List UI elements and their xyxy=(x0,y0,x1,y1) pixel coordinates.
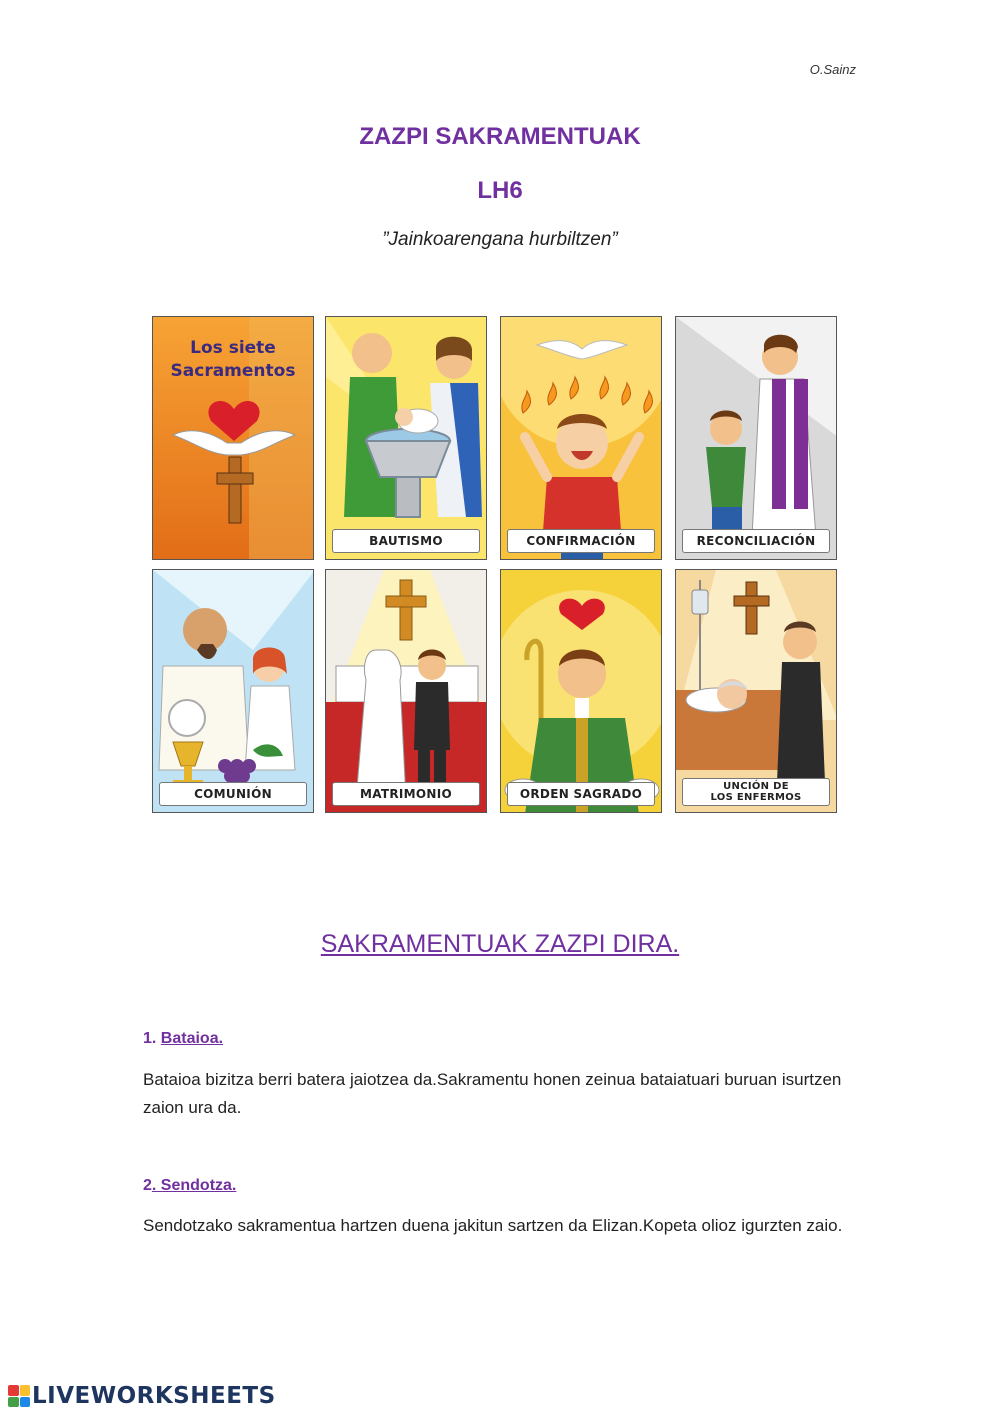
caption-matrimonio: MATRIMONIO xyxy=(332,782,480,806)
card-orden-sagrado xyxy=(500,569,662,813)
card-reconciliacion xyxy=(675,316,837,560)
caption-uncion-line1: UNCIÓN DE xyxy=(723,781,789,792)
wedding-illustration xyxy=(326,570,487,813)
baptism-illustration xyxy=(326,317,487,560)
item-1-title: Bataioa. xyxy=(160,1030,224,1047)
item-2-heading xyxy=(143,1177,236,1195)
item-2-number: 2 xyxy=(143,1177,152,1194)
caption-uncion xyxy=(682,778,830,806)
grade-level: LH6 xyxy=(477,177,523,204)
cross-icon xyxy=(746,582,757,634)
cover-title-line2: Sacramentos xyxy=(170,361,296,381)
author-name: O.Sainz xyxy=(809,62,856,77)
card-uncion xyxy=(675,569,837,813)
brand-name: LIVEWORKSHEETS xyxy=(32,1383,276,1409)
reconciliation-illustration xyxy=(676,317,837,560)
anointing-illustration xyxy=(676,570,837,813)
liveworksheets-logo[interactable] xyxy=(8,1382,276,1410)
card-bautismo xyxy=(325,316,487,560)
caption-uncion-line2: LOS ENFERMOS xyxy=(710,792,802,803)
card-confirmacion xyxy=(500,316,662,560)
caption-comunion: COMUNIÓN xyxy=(159,782,307,806)
card-comunion xyxy=(152,569,314,813)
page-subtitle: ”Jainkoarengana hurbiltzen” xyxy=(382,229,618,250)
cross-icon xyxy=(229,457,241,523)
card-cover xyxy=(152,316,314,560)
page-title: ZAZPI SAKRAMENTUAK xyxy=(359,123,641,150)
item-1-heading xyxy=(143,1030,223,1048)
item-1-number: 1. xyxy=(143,1030,157,1047)
communion-illustration xyxy=(153,570,314,813)
sacraments-illustration xyxy=(150,314,840,814)
caption-bautismo: BAUTISMO xyxy=(332,529,480,553)
item-1-text: Bataioa bizitza berri batera jaiotzea da.Sakramentu honen zeinua bataiatuari buruan isurtzen zaion ura da. xyxy=(143,1070,842,1117)
cover-title-line1: Los siete xyxy=(190,338,276,358)
section-title: SAKRAMENTUAK ZAZPI DIRA. xyxy=(320,930,680,958)
item-2-title: . Sendotza. xyxy=(151,1177,237,1194)
caption-orden-sagrado: ORDEN SAGRADO xyxy=(507,782,655,806)
cross-icon xyxy=(400,580,412,640)
confirmation-illustration xyxy=(501,317,662,560)
card-matrimonio xyxy=(325,569,487,813)
logo-icon xyxy=(8,1385,30,1407)
caption-reconciliacion: RECONCILIACIÓN xyxy=(682,529,830,553)
caption-confirmacion: CONFIRMACIÓN xyxy=(507,529,655,553)
item-2-text: Sendotzako sakramentua hartzen duena jakitun sartzen da Elizan.Kopeta olioz igurzten zaio. xyxy=(143,1216,843,1235)
holy-orders-illustration xyxy=(501,570,662,813)
